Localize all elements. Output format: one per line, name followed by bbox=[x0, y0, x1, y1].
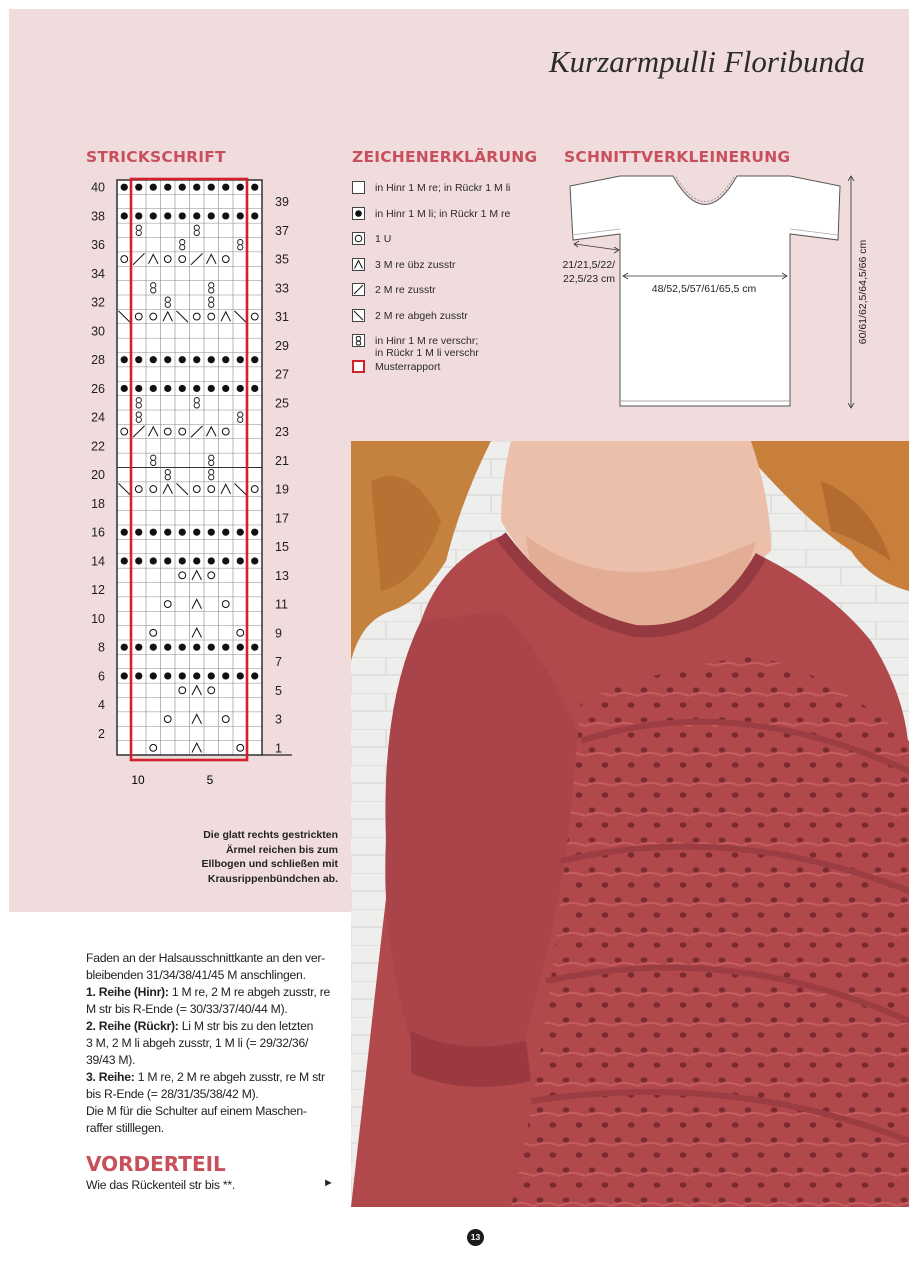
left-row-number: 24 bbox=[91, 410, 105, 425]
purl-dot bbox=[193, 557, 200, 564]
purl-dot bbox=[179, 356, 186, 363]
row-text: 1 M re, 2 M re abgeh zusstr, re bbox=[168, 985, 331, 999]
purl-dot bbox=[193, 385, 200, 392]
sleeve-note bbox=[150, 828, 338, 886]
purl-dot bbox=[179, 184, 186, 191]
purl-dot bbox=[150, 385, 157, 392]
purl-dot bbox=[222, 184, 229, 191]
purl-dot bbox=[208, 557, 215, 564]
purl-dot bbox=[222, 356, 229, 363]
purl-dot bbox=[237, 672, 244, 679]
left-row-number: 4 bbox=[98, 698, 105, 713]
purl-dot bbox=[251, 672, 258, 679]
right-row-number: 3 bbox=[275, 712, 282, 727]
purl-dot bbox=[164, 385, 171, 392]
row-2-instruction bbox=[86, 1018, 336, 1035]
purl-dot bbox=[251, 212, 258, 219]
dot-icon bbox=[352, 207, 365, 220]
purl-dot bbox=[251, 356, 258, 363]
purl-dot bbox=[222, 385, 229, 392]
left-row-number: 22 bbox=[91, 439, 105, 454]
left-row-number: 6 bbox=[98, 669, 105, 684]
purl-dot bbox=[222, 672, 229, 679]
purl-dot bbox=[222, 644, 229, 651]
row-1-instruction bbox=[86, 984, 336, 1001]
instructions-text bbox=[86, 950, 336, 1137]
legend-text: Musterrapport bbox=[375, 361, 441, 373]
legend-text: 1 U bbox=[375, 233, 392, 245]
row-3-instruction bbox=[86, 1069, 336, 1086]
right-row-number: 1 bbox=[275, 741, 282, 756]
purl-dot bbox=[251, 644, 258, 651]
left-row-number: 14 bbox=[91, 554, 105, 569]
sleeve-note-line: Ärmel reichen bis zum bbox=[225, 843, 338, 856]
purl-dot bbox=[179, 385, 186, 392]
knitting-chart bbox=[80, 170, 320, 795]
legend-item-double-decrease bbox=[352, 257, 562, 283]
sweater-photo bbox=[351, 441, 909, 1207]
purl-dot bbox=[150, 557, 157, 564]
chart-heading: STRICKSCHRIFT bbox=[86, 148, 226, 166]
purl-dot bbox=[135, 557, 142, 564]
right-row-number: 5 bbox=[275, 683, 282, 698]
right-row-number: 23 bbox=[275, 425, 289, 440]
right-row-number: 19 bbox=[275, 482, 289, 497]
purl-dot bbox=[121, 672, 128, 679]
left-row-number: 10 bbox=[91, 611, 105, 626]
legend-text: 2 M re zusstr bbox=[375, 284, 436, 296]
legend-text: 2 M re abgeh zusstr bbox=[375, 309, 468, 322]
purl-dot bbox=[179, 212, 186, 219]
right-slant-icon bbox=[352, 283, 365, 296]
purl-dot bbox=[193, 212, 200, 219]
purl-dot bbox=[121, 385, 128, 392]
row-text: 1 M re, 2 M re abgeh zusstr, re M str bbox=[134, 1070, 325, 1084]
row-label: 2. Reihe (Rückr): bbox=[86, 1019, 179, 1033]
purl-dot bbox=[150, 672, 157, 679]
purl-dot bbox=[164, 212, 171, 219]
text-line: 3 M, 2 M li abgeh zusstr, 1 M li (= 29/32/36/ bbox=[86, 1036, 309, 1050]
purl-dot bbox=[150, 529, 157, 536]
purl-dot bbox=[179, 644, 186, 651]
circle-icon bbox=[352, 232, 365, 245]
left-row-number: 20 bbox=[91, 468, 105, 483]
purl-dot bbox=[135, 212, 142, 219]
purl-dot bbox=[164, 672, 171, 679]
left-row-number: 12 bbox=[91, 583, 105, 598]
left-row-number: 26 bbox=[91, 381, 105, 396]
purl-dot bbox=[121, 557, 128, 564]
legend-item-k2tog bbox=[352, 282, 562, 308]
text-line: bleibenden 31/34/38/41/45 M anschlingen. bbox=[86, 968, 306, 982]
right-row-number: 13 bbox=[275, 568, 289, 583]
legend-text: in Hinr 1 M re verschr; in Rückr 1 M li verschr bbox=[375, 335, 479, 359]
right-row-number: 21 bbox=[275, 453, 289, 468]
right-row-number: 9 bbox=[275, 626, 282, 641]
purl-dot bbox=[135, 356, 142, 363]
left-slant-icon bbox=[352, 309, 365, 322]
text-line: bis R-Ende (= 28/31/35/38/42 M). bbox=[86, 1087, 259, 1101]
vorderteil-text: Wie das Rückenteil str bis **. bbox=[86, 1178, 235, 1192]
purl-dot bbox=[222, 212, 229, 219]
purl-dot bbox=[208, 672, 215, 679]
purl-dot bbox=[164, 529, 171, 536]
length-label: 60/61/62,5/64,5/66 cm bbox=[857, 239, 869, 345]
legend bbox=[352, 180, 562, 385]
purl-dot bbox=[237, 557, 244, 564]
legend-heading: ZEICHENERKLÄRUNG bbox=[352, 148, 538, 166]
text-line: Die M für die Schulter auf einem Maschen- bbox=[86, 1104, 307, 1118]
left-row-number: 18 bbox=[91, 496, 105, 511]
left-row-numbers bbox=[91, 181, 105, 741]
row-label: 1. Reihe (Hinr): bbox=[86, 985, 169, 999]
sleeve-width-label: 21/21,5/22/ bbox=[562, 259, 615, 271]
left-row-number: 30 bbox=[91, 324, 105, 339]
purl-dot bbox=[237, 644, 244, 651]
purl-dot bbox=[208, 212, 215, 219]
purl-dot bbox=[135, 644, 142, 651]
sleeve-note-line: Krausrippenbündchen ab. bbox=[207, 872, 338, 885]
left-row-number: 32 bbox=[91, 295, 105, 310]
purl-dot bbox=[208, 356, 215, 363]
body-width-label: 48/52,5/57/61/65,5 cm bbox=[651, 283, 757, 295]
purl-dot bbox=[208, 184, 215, 191]
purl-dot bbox=[121, 529, 128, 536]
purl-dot bbox=[251, 184, 258, 191]
purl-dot bbox=[237, 385, 244, 392]
page-number: 13 bbox=[467, 1229, 484, 1246]
legend-item-repeat bbox=[352, 359, 562, 385]
left-row-number: 2 bbox=[98, 726, 105, 741]
repeat-frame-icon bbox=[352, 360, 365, 373]
legend-item-purl bbox=[352, 206, 562, 232]
purl-dot bbox=[193, 184, 200, 191]
purl-dot bbox=[135, 385, 142, 392]
right-row-number: 37 bbox=[275, 223, 289, 238]
right-row-number: 11 bbox=[275, 597, 288, 612]
garment-schematic bbox=[545, 168, 875, 418]
purl-dot bbox=[150, 356, 157, 363]
right-row-number: 33 bbox=[275, 281, 289, 296]
empty-square-icon bbox=[352, 181, 365, 194]
sleeve-note-line: Ellbogen und schließen mit bbox=[201, 858, 338, 870]
row-label: 3. Reihe: bbox=[86, 1070, 135, 1084]
purl-dot bbox=[150, 184, 157, 191]
purl-dot bbox=[121, 212, 128, 219]
text-line: Faden an der Halsausschnittkante an den ver- bbox=[86, 951, 325, 965]
purl-dot bbox=[179, 672, 186, 679]
legend-text: in Hinr 1 M li; in Rückr 1 M re bbox=[375, 207, 511, 220]
purl-dot bbox=[237, 212, 244, 219]
purl-dot bbox=[208, 385, 215, 392]
purl-dot bbox=[193, 644, 200, 651]
purl-dot bbox=[121, 644, 128, 651]
double-decrease-icon bbox=[352, 258, 365, 271]
purl-dot bbox=[164, 557, 171, 564]
purl-dot bbox=[222, 529, 229, 536]
text-line: raffer stilllegen. bbox=[86, 1121, 164, 1135]
sleeve-note-line: Die glatt rechts gestrickten bbox=[203, 829, 338, 841]
left-row-number: 36 bbox=[91, 238, 105, 253]
purl-dot bbox=[251, 385, 258, 392]
chart-grid bbox=[117, 180, 292, 755]
left-row-number: 16 bbox=[91, 525, 105, 540]
right-row-number: 25 bbox=[275, 396, 289, 411]
right-row-number: 7 bbox=[275, 655, 282, 670]
purl-dot bbox=[193, 672, 200, 679]
purl-dot bbox=[237, 529, 244, 536]
purl-dot bbox=[135, 672, 142, 679]
purl-dot bbox=[222, 557, 229, 564]
purl-dot bbox=[237, 184, 244, 191]
right-row-number: 39 bbox=[275, 195, 289, 210]
continue-arrow-icon: ► bbox=[323, 1177, 334, 1189]
purl-dot bbox=[121, 356, 128, 363]
purl-dot bbox=[135, 184, 142, 191]
purl-dot bbox=[179, 557, 186, 564]
purl-dot bbox=[251, 557, 258, 564]
purl-dot bbox=[135, 529, 142, 536]
purl-dot bbox=[208, 644, 215, 651]
text-line: M str bis R-Ende (= 30/33/37/40/44 M). bbox=[86, 1002, 288, 1016]
legend-item-twisted bbox=[352, 333, 562, 359]
purl-dot bbox=[193, 356, 200, 363]
schematic-heading: SCHNITTVERKLEINERUNG bbox=[564, 148, 791, 166]
sleeve-width-label-2: 22,5/23 cm bbox=[563, 273, 615, 285]
section-heading-vorderteil: VORDERTEIL bbox=[86, 1152, 226, 1176]
legend-item-ssk bbox=[352, 308, 562, 334]
left-row-number: 38 bbox=[91, 209, 105, 224]
legend-text: 3 M re übz zusstr bbox=[375, 258, 456, 271]
left-row-number: 40 bbox=[91, 180, 105, 195]
purl-dot bbox=[179, 529, 186, 536]
purl-dot bbox=[208, 529, 215, 536]
row-text: Li M str bis zu den letzten bbox=[178, 1019, 314, 1033]
purl-dot bbox=[164, 184, 171, 191]
right-row-number: 29 bbox=[275, 338, 289, 353]
legend-text: in Hinr 1 M re; in Rückr 1 M li bbox=[375, 182, 511, 194]
right-row-number: 17 bbox=[275, 511, 289, 526]
purl-dot bbox=[237, 356, 244, 363]
text-line: 39/43 M). bbox=[86, 1053, 136, 1067]
purl-dot bbox=[150, 212, 157, 219]
right-row-number: 15 bbox=[275, 540, 289, 555]
col-number-10: 10 bbox=[131, 773, 145, 787]
purl-dot bbox=[193, 529, 200, 536]
col-number-5: 5 bbox=[206, 773, 214, 787]
right-row-number: 27 bbox=[275, 367, 289, 382]
page-title: Kurzarmpulli Floribunda bbox=[548, 44, 865, 79]
purl-dot bbox=[164, 644, 171, 651]
purl-dot bbox=[121, 184, 128, 191]
right-row-number: 31 bbox=[275, 310, 289, 325]
legend-item-knit bbox=[352, 180, 562, 206]
purl-dot bbox=[164, 356, 171, 363]
left-row-number: 34 bbox=[91, 266, 105, 281]
right-row-number: 35 bbox=[275, 252, 289, 267]
right-row-numbers bbox=[275, 195, 289, 755]
left-row-number: 8 bbox=[98, 640, 105, 655]
purl-dot bbox=[251, 529, 258, 536]
left-row-number: 28 bbox=[91, 353, 105, 368]
legend-item-yarn-over bbox=[352, 231, 562, 257]
twisted-stitch-icon bbox=[352, 334, 365, 347]
purl-dot bbox=[150, 644, 157, 651]
